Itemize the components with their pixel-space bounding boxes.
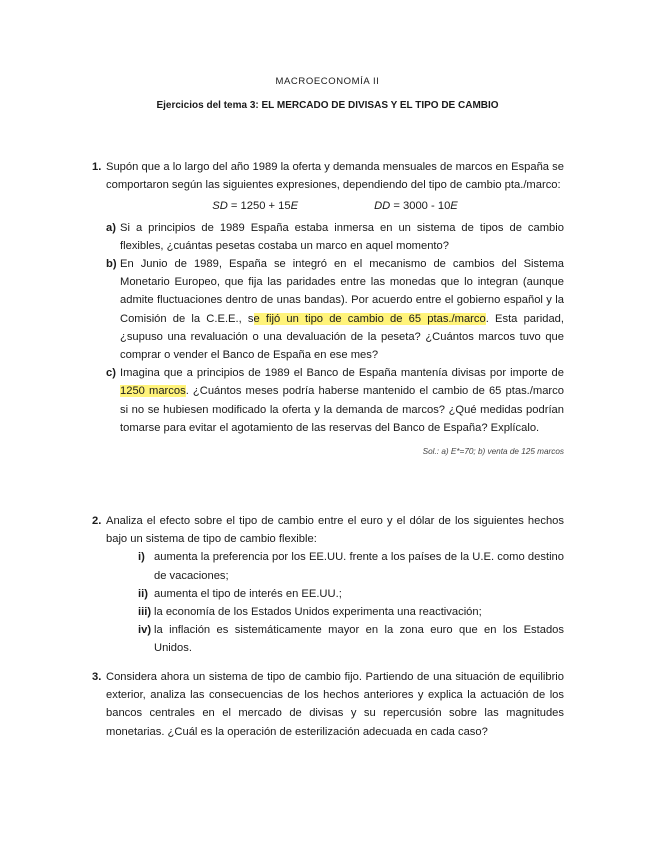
exercise-2-item [92,548,564,584]
exercise-1-number: 1. [92,161,102,173]
exercise-1 [92,158,564,461]
eq-sd: SD = 1250 + 15E [212,200,299,213]
exercise-2 [92,512,564,658]
exercise-1b-text-pre: En Junio de 1989, España se integró en el mecanismo de cambios del Sistema Monetario Europeo, que fija las paridades entre las monedas que lo integran (aunque admite fluctuaciones dentro de unas bandas). Por acuerdo entre el gobierno español y la Comisión de la C.E.E., s [120,258,564,325]
exercise-3-number: 3. [92,671,102,683]
exercise-1a-label: a) [106,221,116,234]
exercise-1b-label: b) [106,258,117,271]
exercise-2-item-text: aumenta el tipo de interés en EE.UU.; [154,587,342,600]
exercise-3 [92,668,564,741]
exercise-1a [92,219,564,255]
exercise-1c-text-post: . ¿Cuántos meses podría haberse mantenido el cambio de 65 ptas./marco si no se hubiesen modificado la oferta y la demanda de marcos? ¿Qué medidas podrían tomarse para evitar el agotamiento de las reservas del Banco de España? Explícalo. [120,385,564,434]
exercise-2-item-label: ii) [138,587,148,600]
exercise-2-item [92,603,564,621]
eq-dd: DD = 3000 - 10E [374,200,458,213]
exercise-1-solution: Sol.: a) E*=70; b) venta de 125 marcos [422,447,564,457]
exercise-2-item-label: iv) [138,624,152,637]
exercise-1b-text-post: . Esta paridad, ¿supuso una revaluación o una devaluación de la peseta? ¿Cuántos marcos tuvo que comprar o vender el Banco de España en ese mes? [120,312,565,362]
exercise-1c-text-pre: Imagina que a principios de 1989 el Banco de España mantenía divisas por importe de [120,367,564,380]
exercise-2-number: 2. [92,515,102,527]
exercise-1b [92,255,564,364]
exercise-1b-highlight: e fijó un tipo de cambio de 65 ptas./marco [253,312,486,325]
exercise-2-item [92,585,564,603]
exercise-2-item-label: iii) [138,606,152,619]
exercise-3-text: Considera ahora un sistema de tipo de cambio fijo. Partiendo de una situación de equilibrio exterior, analiza las consecuencias de los hechos anteriores y explica la actuación de los bancos centrales en el mercado de divisas y su repercusión sobre las magnitudes monetarias. ¿Cuál es la operación de esterilización adecuada en cada caso? [106,671,564,738]
exercise-1c-highlight: 1250 marcos [120,385,186,398]
exercise-1-intro: Supón que a lo largo del año 1989 la oferta y demanda mensuales de marcos en España se comportaron según las siguientes expresiones, dependiendo del tipo de cambio pta./marco: [106,161,564,192]
exercise-2-intro: Analiza el efecto sobre el tipo de cambio entre el euro y el dólar de los siguientes hechos bajo un sistema de tipo de cambio flexible: [106,515,564,546]
exercise-1a-text: Si a principios de 1989 España estaba inmersa en un sistema de tipos de cambio flexibles, ¿cuántas pesetas costaba un marco en aquel momento? [120,221,564,252]
exercise-2-item-label: i) [138,551,145,564]
exercise-2-item-text: la economía de los Estados Unidos experimenta una reactivación; [154,606,482,619]
exercise-2-item [92,621,564,657]
exercise-2-item-text: la inflación es sistemáticamente mayor en la zona euro que en los Estados Unidos. [154,624,564,655]
exercise-set-title: Ejercicios del tema 3: EL MERCADO DE DIVISAS Y EL TIPO DE CAMBIO [156,100,499,111]
course-title: MACROECONOMÍA II [275,76,380,87]
exercise-2-item-text: aumenta la preferencia por los EE.UU. frente a los países de la U.E. como destino de vacaciones; [154,551,564,582]
exercise-1c [92,364,564,437]
equations [106,197,564,215]
exercise-1c-label: c) [106,367,116,380]
